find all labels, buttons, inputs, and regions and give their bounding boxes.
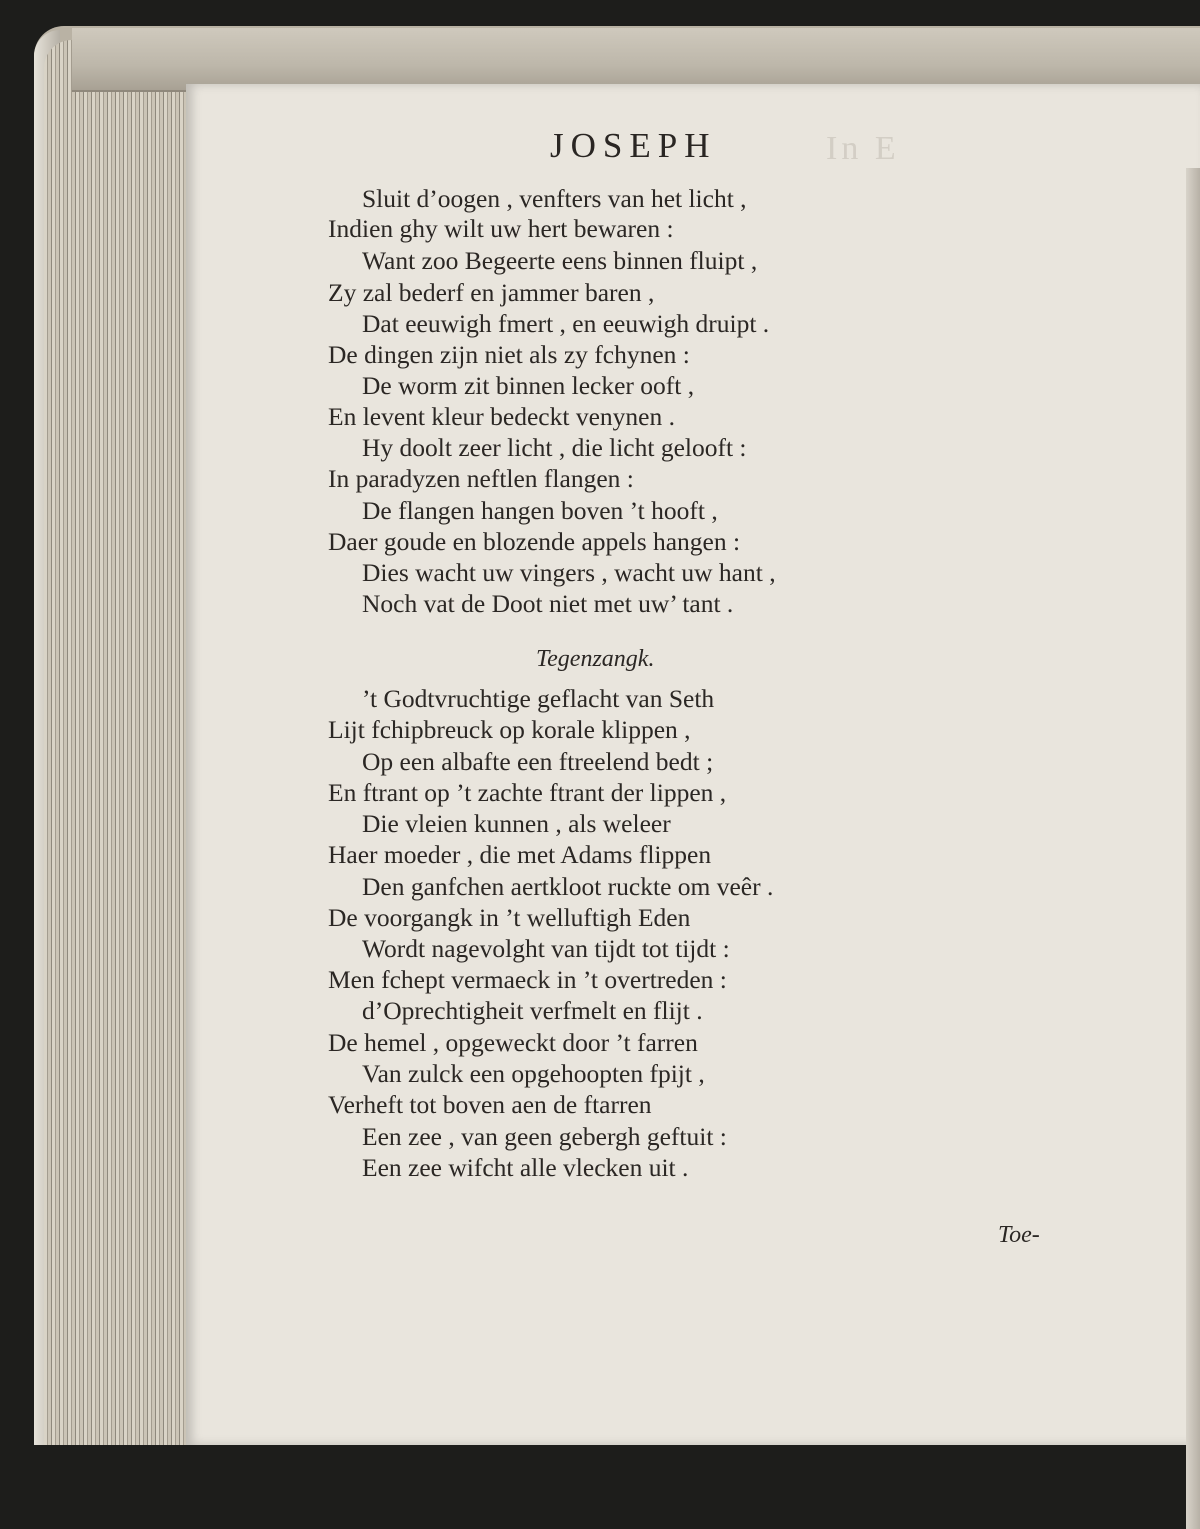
verse-line: De dingen zijn niet als zy fchynen : (328, 340, 690, 369)
verse-line: Haer moeder , die met Adams flippen (328, 840, 712, 869)
verse-line: d’Oprechtigheit verfmelt en flijt . (362, 996, 703, 1025)
verse-line: Want zoo Begeerte eens binnen fluipt , (362, 246, 758, 275)
verse-line: De flangen hangen boven ’t hooft , (362, 496, 718, 525)
verse-line: Die vleien kunnen , als weleer (362, 809, 671, 838)
verse-line: Hy doolt zeer licht , die licht gelooft : (362, 433, 747, 462)
verse-line: Wordt nagevolght van tijdt tot tijdt : (362, 934, 730, 963)
catchword: Toe- (998, 1222, 1040, 1248)
verse-line: De voorgangk in ’t welluftigh Eden (328, 903, 691, 932)
verse-line: Den ganfchen aertkloot ruckte om veêr . (362, 872, 774, 901)
verse-line: Een zee wifcht alle vlecken uit . (362, 1153, 689, 1182)
section-subheading: Tegenzangk. (536, 646, 655, 672)
verse-line: Zy zal bederf en jammer baren , (328, 278, 655, 307)
verse-line: Indien ghy wilt uw hert bewaren : (328, 214, 674, 243)
page-edges (44, 40, 194, 1445)
verse-line: Sluit d’oogen , venfters van het licht , (362, 184, 747, 213)
verse-line: Dat eeuwigh fmert , en eeuwigh druipt . (362, 309, 770, 338)
verse-line: Dies wacht uw vingers , wacht uw hant , (362, 558, 776, 587)
verse-line: De worm zit binnen lecker ooft , (362, 371, 695, 400)
verse-line: Noch vat de Doot niet met uw’ tant . (362, 589, 734, 618)
page-right-edge (1186, 168, 1200, 1529)
verse-line: Men fchept vermaeck in ’t overtreden : (328, 965, 727, 994)
verse-line: In paradyzen neftlen flangen : (328, 464, 634, 493)
verse-line: Lijt fchipbreuck op korale klippen , (328, 715, 691, 744)
verse-line: Daer goude en blozende appels hangen : (328, 527, 741, 556)
show-through-title: In E (826, 130, 900, 167)
running-header: JOSEPH (550, 126, 717, 165)
verse-line: De hemel , opgeweckt door ’t farren (328, 1028, 698, 1057)
verse-line: En ftrant op ’t zachte ftrant der lippen , (328, 778, 727, 807)
verse-line: Verheft tot boven aen de ftarren (328, 1090, 652, 1119)
verse-line: ’t Godtvruchtige geflacht van Seth (362, 684, 715, 713)
top-page-edge (72, 28, 1200, 92)
verse-line: En levent kleur bedeckt venynen . (328, 402, 675, 431)
verse-line: Op een albafte een ftreelend bedt ; (362, 747, 714, 776)
verse-line: Van zulck een opgehoopten fpijt , (362, 1059, 705, 1088)
verse-line: Een zee , van geen gebergh geftuit : (362, 1122, 727, 1151)
